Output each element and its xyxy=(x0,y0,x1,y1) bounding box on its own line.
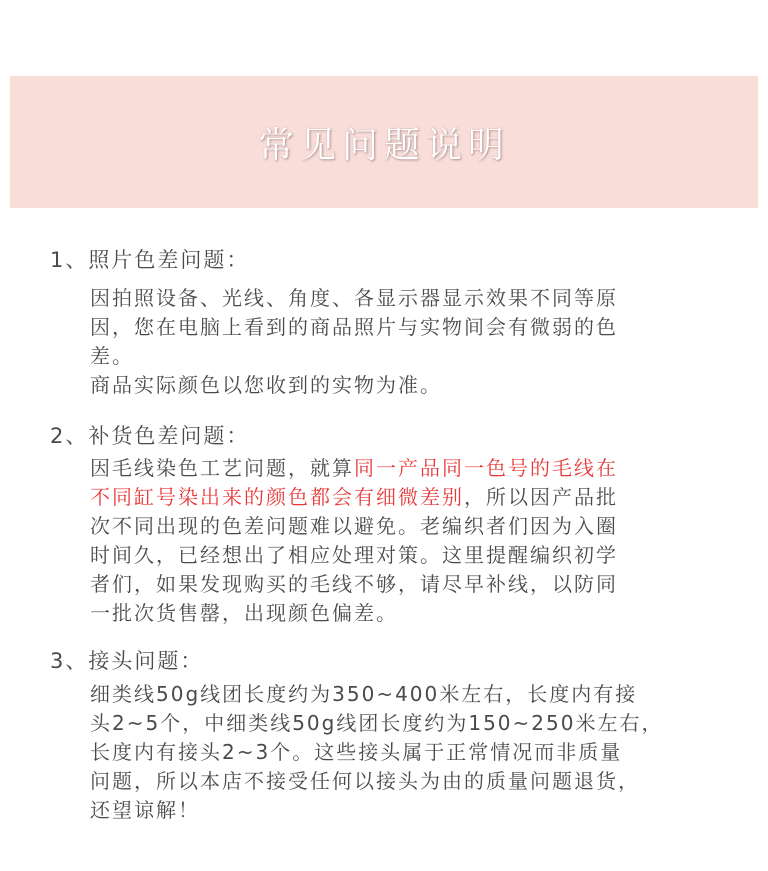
section-3-body xyxy=(90,680,730,825)
section-2-line: 者们，如果发现购买的毛线不够，请尽早补线，以防同 xyxy=(90,572,618,596)
section-2-line xyxy=(90,483,730,512)
section-2-line: 次不同出现的色差问题难以避免。老编织者们因为入圈 xyxy=(90,514,618,538)
section-2-line xyxy=(90,454,730,483)
section-3-line: 还望谅解！ xyxy=(90,798,200,822)
section-1-line: 因，您在电脑上看到的商品照片与实物间会有微弱的色 xyxy=(90,315,618,339)
page-title: 常见问题说明 xyxy=(257,124,510,166)
section-2-line: 一批次货售罄，出现颜色偏差。 xyxy=(90,601,398,625)
section-2-text: 因毛线染色工艺问题，就算 xyxy=(90,456,354,480)
section-2-heading: 2、补货色差问题： xyxy=(50,424,250,448)
title-banner xyxy=(10,76,758,208)
section-3-line: 细类线50g线团长度约为350~400米左右，长度内有接 xyxy=(90,682,638,706)
section-3-line: 问题，所以本店不接受任何以接头为由的质量问题退货， xyxy=(90,769,640,793)
highlight-text: 同一产品同一色号的毛线在 xyxy=(354,456,618,480)
section-1-body xyxy=(90,284,730,400)
section-1-line: 差。 xyxy=(90,344,134,368)
section-2-text: ，所以因产品批 xyxy=(464,485,618,509)
section-1-line: 因拍照设备、光线、角度、各显示器显示效果不同等原 xyxy=(90,286,618,310)
section-1-line: 商品实际颜色以您收到的实物为准。 xyxy=(90,373,442,397)
section-3-line: 长度内有接头2~3个。这些接头属于正常情况而非质量 xyxy=(90,740,623,764)
section-1-heading: 1、照片色差问题： xyxy=(50,248,250,272)
section-2-body xyxy=(90,454,730,628)
section-3-heading: 3、接头问题： xyxy=(50,649,204,673)
section-3-line: 头2~5个，中细类线50g线团长度约为150~250米左右， xyxy=(90,711,664,735)
highlight-text: 不同缸号染出来的颜色都会有细微差别 xyxy=(90,485,464,509)
section-2-line: 时间久，已经想出了相应处理对策。这里提醒编织初学 xyxy=(90,543,618,567)
